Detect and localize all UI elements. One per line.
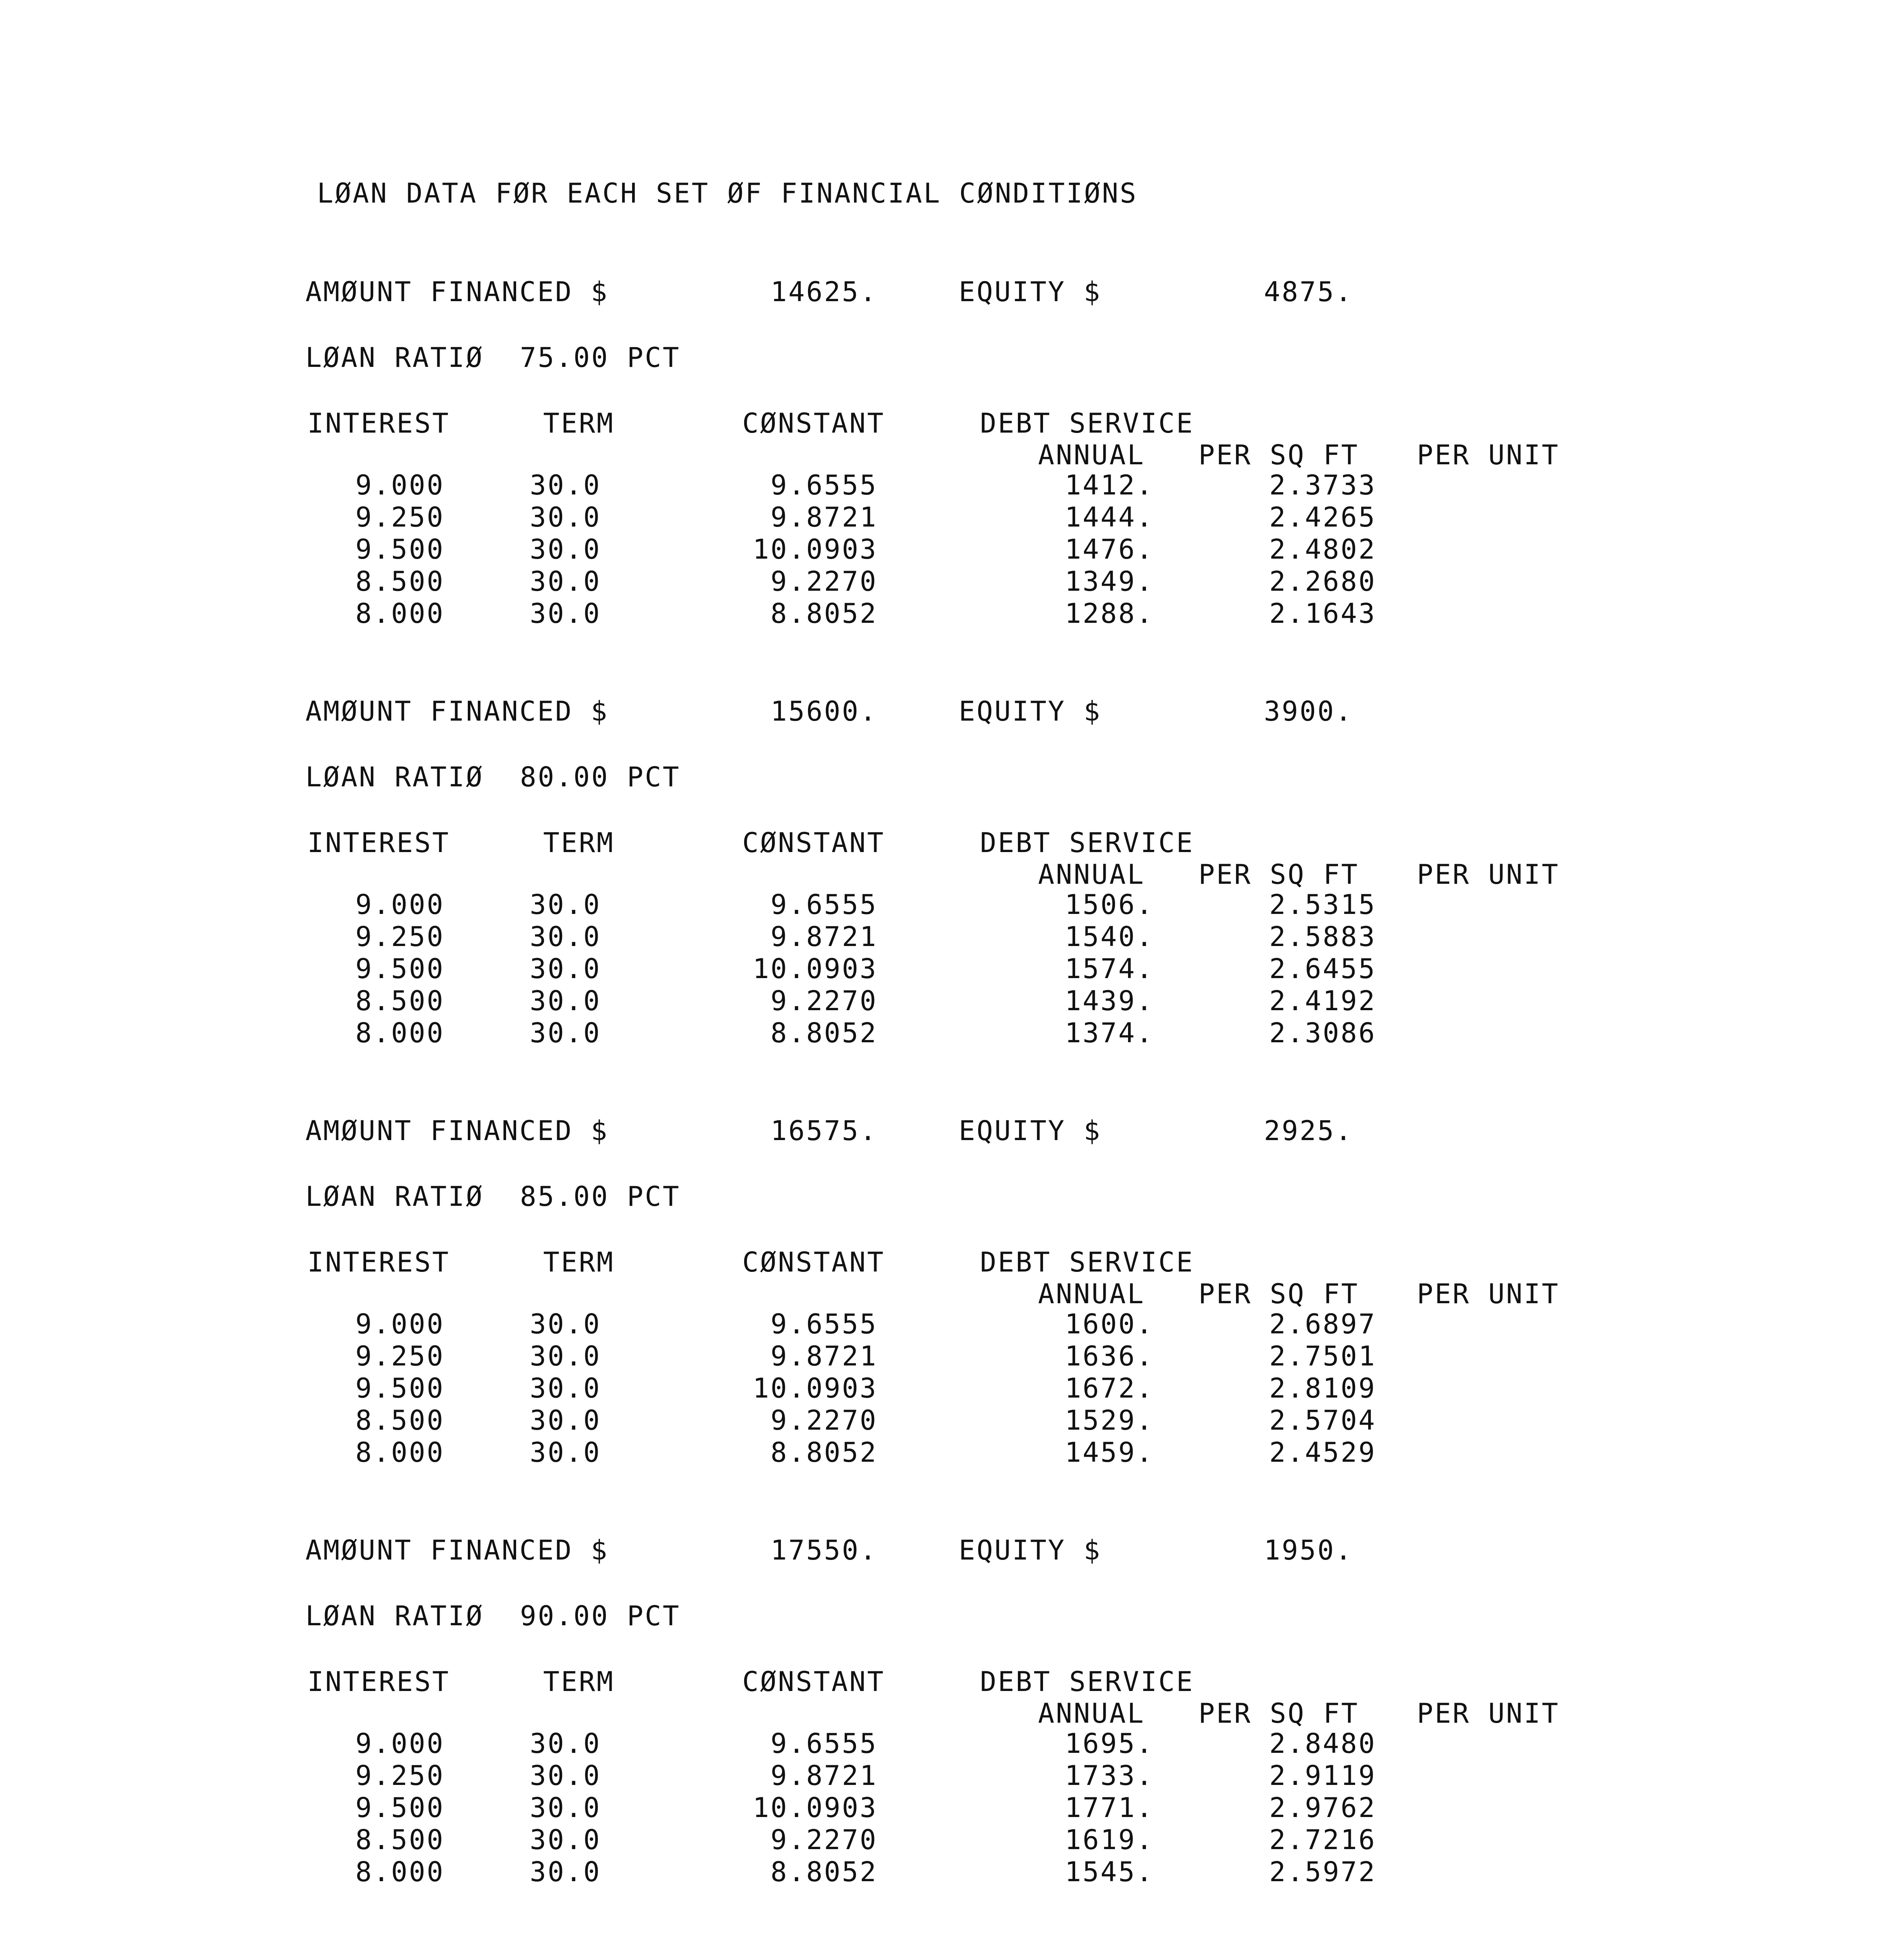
cell-term: 30.0 bbox=[530, 1405, 601, 1436]
cell-constant: 10.0903 bbox=[752, 1792, 878, 1824]
cell-constant: 9.2270 bbox=[770, 1824, 878, 1856]
cell-interest: 9.250 bbox=[355, 1340, 445, 1372]
col-header-per-unit: PER UNIT bbox=[1417, 1278, 1560, 1310]
cell-constant: 10.0903 bbox=[752, 953, 878, 985]
col-header-constant: CØNSTANT bbox=[742, 1666, 885, 1698]
cell-interest: 8.000 bbox=[355, 1437, 445, 1468]
cell-annual: 1636. bbox=[1065, 1340, 1154, 1372]
amount-financed-value: 15600. bbox=[770, 695, 878, 727]
cell-constant: 9.8721 bbox=[770, 1340, 878, 1372]
cell-annual: 1506. bbox=[1065, 889, 1154, 920]
cell-annual: 1476. bbox=[1065, 534, 1154, 565]
loan-ratio-label: LØAN RATIØ bbox=[305, 1181, 484, 1212]
col-header-constant: CØNSTANT bbox=[742, 1246, 885, 1278]
cell-constant: 9.2270 bbox=[770, 985, 878, 1017]
cell-constant: 8.8052 bbox=[770, 1437, 878, 1468]
cell-annual: 1600. bbox=[1065, 1308, 1154, 1340]
cell-interest: 8.500 bbox=[355, 1824, 445, 1856]
cell-annual: 1439. bbox=[1065, 985, 1154, 1017]
amount-financed-label: AMØUNT FINANCED $ bbox=[305, 695, 609, 727]
loan-ratio-value: 80.00 PCT bbox=[520, 761, 681, 793]
cell-constant: 9.2270 bbox=[770, 566, 878, 597]
cell-per-sq-ft: 2.5315 bbox=[1269, 889, 1376, 920]
cell-term: 30.0 bbox=[530, 566, 601, 597]
cell-interest: 9.500 bbox=[355, 534, 445, 565]
cell-interest: 9.500 bbox=[355, 1372, 445, 1404]
cell-per-sq-ft: 2.4265 bbox=[1269, 501, 1376, 533]
cell-term: 30.0 bbox=[530, 534, 601, 565]
equity-value: 2925. bbox=[1264, 1115, 1353, 1147]
cell-term: 30.0 bbox=[530, 1824, 601, 1856]
cell-interest: 9.000 bbox=[355, 1728, 445, 1759]
cell-annual: 1574. bbox=[1065, 953, 1154, 985]
cell-interest: 9.000 bbox=[355, 469, 445, 501]
cell-interest: 8.000 bbox=[355, 1856, 445, 1888]
col-header-annual: ANNUAL bbox=[1038, 859, 1145, 890]
col-header-constant: CØNSTANT bbox=[742, 407, 885, 439]
cell-term: 30.0 bbox=[530, 985, 601, 1017]
cell-per-sq-ft: 2.7216 bbox=[1269, 1824, 1376, 1856]
cell-term: 30.0 bbox=[530, 921, 601, 953]
cell-per-sq-ft: 2.6455 bbox=[1269, 953, 1376, 985]
cell-interest: 8.500 bbox=[355, 1405, 445, 1436]
cell-per-sq-ft: 2.5704 bbox=[1269, 1405, 1376, 1436]
col-header-term: TERM bbox=[543, 1246, 615, 1278]
col-header-per-sq-ft: PER SQ FT bbox=[1198, 1278, 1359, 1310]
cell-constant: 9.6555 bbox=[770, 1728, 878, 1759]
cell-constant: 8.8052 bbox=[770, 1856, 878, 1888]
cell-per-sq-ft: 2.6897 bbox=[1269, 1308, 1376, 1340]
cell-annual: 1672. bbox=[1065, 1372, 1154, 1404]
cell-interest: 8.000 bbox=[355, 1017, 445, 1049]
cell-constant: 9.2270 bbox=[770, 1405, 878, 1436]
cell-term: 30.0 bbox=[530, 1437, 601, 1468]
cell-interest: 9.250 bbox=[355, 921, 445, 953]
cell-interest: 9.250 bbox=[355, 1760, 445, 1792]
amount-financed-label: AMØUNT FINANCED $ bbox=[305, 1115, 609, 1147]
cell-annual: 1545. bbox=[1065, 1856, 1154, 1888]
amount-financed-label: AMØUNT FINANCED $ bbox=[305, 276, 609, 308]
cell-annual: 1444. bbox=[1065, 501, 1154, 533]
col-header-annual: ANNUAL bbox=[1038, 1278, 1145, 1310]
cell-per-sq-ft: 2.4192 bbox=[1269, 985, 1376, 1017]
amount-financed-value: 17550. bbox=[770, 1534, 878, 1566]
cell-constant: 8.8052 bbox=[770, 598, 878, 629]
cell-constant: 8.8052 bbox=[770, 1017, 878, 1049]
cell-constant: 9.6555 bbox=[770, 469, 878, 501]
cell-term: 30.0 bbox=[530, 1017, 601, 1049]
cell-term: 30.0 bbox=[530, 1760, 601, 1792]
cell-annual: 1540. bbox=[1065, 921, 1154, 953]
equity-value: 1950. bbox=[1264, 1534, 1353, 1566]
amount-financed-value: 16575. bbox=[770, 1115, 878, 1147]
col-header-per-sq-ft: PER SQ FT bbox=[1198, 439, 1359, 471]
cell-interest: 8.000 bbox=[355, 598, 445, 629]
cell-term: 30.0 bbox=[530, 469, 601, 501]
cell-term: 30.0 bbox=[530, 1728, 601, 1759]
cell-interest: 8.500 bbox=[355, 566, 445, 597]
cell-per-sq-ft: 2.3733 bbox=[1269, 469, 1376, 501]
cell-annual: 1619. bbox=[1065, 1824, 1154, 1856]
cell-term: 30.0 bbox=[530, 889, 601, 920]
cell-per-sq-ft: 2.8480 bbox=[1269, 1728, 1376, 1759]
col-header-term: TERM bbox=[543, 827, 615, 859]
cell-term: 30.0 bbox=[530, 1792, 601, 1824]
cell-per-sq-ft: 2.3086 bbox=[1269, 1017, 1376, 1049]
cell-annual: 1412. bbox=[1065, 469, 1154, 501]
cell-term: 30.0 bbox=[530, 1372, 601, 1404]
cell-annual: 1733. bbox=[1065, 1760, 1154, 1792]
cell-constant: 9.8721 bbox=[770, 501, 878, 533]
equity-label: EQUITY $ bbox=[959, 695, 1102, 727]
col-header-annual: ANNUAL bbox=[1038, 439, 1145, 471]
cell-per-sq-ft: 2.8109 bbox=[1269, 1372, 1376, 1404]
amount-financed-value: 14625. bbox=[770, 276, 878, 308]
page-title: LØAN DATA FØR EACH SET ØF FINANCIAL CØNDITIØNS bbox=[317, 177, 1138, 209]
cell-annual: 1349. bbox=[1065, 566, 1154, 597]
cell-annual: 1529. bbox=[1065, 1405, 1154, 1436]
cell-interest: 8.500 bbox=[355, 985, 445, 1017]
cell-term: 30.0 bbox=[530, 1340, 601, 1372]
cell-annual: 1288. bbox=[1065, 598, 1154, 629]
cell-per-sq-ft: 2.7501 bbox=[1269, 1340, 1376, 1372]
col-header-interest: INTEREST bbox=[307, 827, 450, 859]
col-header-interest: INTEREST bbox=[307, 1246, 450, 1278]
loan-ratio-label: LØAN RATIØ bbox=[305, 761, 484, 793]
cell-constant: 10.0903 bbox=[752, 534, 878, 565]
cell-per-sq-ft: 2.4802 bbox=[1269, 534, 1376, 565]
cell-interest: 9.000 bbox=[355, 1308, 445, 1340]
cell-per-sq-ft: 2.9119 bbox=[1269, 1760, 1376, 1792]
col-header-per-unit: PER UNIT bbox=[1417, 439, 1560, 471]
equity-label: EQUITY $ bbox=[959, 1115, 1102, 1147]
col-header-debt-service: DEBT SERVICE bbox=[980, 827, 1194, 859]
loan-ratio-label: LØAN RATIØ bbox=[305, 1600, 484, 1632]
cell-constant: 9.8721 bbox=[770, 921, 878, 953]
cell-term: 30.0 bbox=[530, 953, 601, 985]
col-header-interest: INTEREST bbox=[307, 1666, 450, 1698]
cell-constant: 9.6555 bbox=[770, 1308, 878, 1340]
equity-label: EQUITY $ bbox=[959, 276, 1102, 308]
col-header-annual: ANNUAL bbox=[1038, 1698, 1145, 1729]
equity-value: 3900. bbox=[1264, 695, 1353, 727]
cell-term: 30.0 bbox=[530, 1856, 601, 1888]
cell-interest: 9.250 bbox=[355, 501, 445, 533]
cell-term: 30.0 bbox=[530, 501, 601, 533]
cell-interest: 9.500 bbox=[355, 953, 445, 985]
col-header-debt-service: DEBT SERVICE bbox=[980, 407, 1194, 439]
cell-interest: 9.000 bbox=[355, 889, 445, 920]
loan-ratio-value: 75.00 PCT bbox=[520, 342, 681, 373]
cell-annual: 1459. bbox=[1065, 1437, 1154, 1468]
cell-per-sq-ft: 2.1643 bbox=[1269, 598, 1376, 629]
col-header-interest: INTEREST bbox=[307, 407, 450, 439]
col-header-debt-service: DEBT SERVICE bbox=[980, 1246, 1194, 1278]
equity-value: 4875. bbox=[1264, 276, 1353, 308]
cell-annual: 1771. bbox=[1065, 1792, 1154, 1824]
amount-financed-label: AMØUNT FINANCED $ bbox=[305, 1534, 609, 1566]
cell-term: 30.0 bbox=[530, 1308, 601, 1340]
cell-constant: 9.6555 bbox=[770, 889, 878, 920]
cell-constant: 9.8721 bbox=[770, 1760, 878, 1792]
col-header-per-unit: PER UNIT bbox=[1417, 859, 1560, 890]
col-header-per-sq-ft: PER SQ FT bbox=[1198, 1698, 1359, 1729]
cell-annual: 1374. bbox=[1065, 1017, 1154, 1049]
col-header-constant: CØNSTANT bbox=[742, 827, 885, 859]
cell-interest: 9.500 bbox=[355, 1792, 445, 1824]
col-header-per-sq-ft: PER SQ FT bbox=[1198, 859, 1359, 890]
cell-per-sq-ft: 2.9762 bbox=[1269, 1792, 1376, 1824]
loan-ratio-value: 85.00 PCT bbox=[520, 1181, 681, 1212]
cell-per-sq-ft: 2.4529 bbox=[1269, 1437, 1376, 1468]
col-header-debt-service: DEBT SERVICE bbox=[980, 1666, 1194, 1698]
cell-term: 30.0 bbox=[530, 598, 601, 629]
loan-ratio-label: LØAN RATIØ bbox=[305, 342, 484, 373]
cell-per-sq-ft: 2.5883 bbox=[1269, 921, 1376, 953]
cell-per-sq-ft: 2.5972 bbox=[1269, 1856, 1376, 1888]
col-header-term: TERM bbox=[543, 407, 615, 439]
cell-annual: 1695. bbox=[1065, 1728, 1154, 1759]
equity-label: EQUITY $ bbox=[959, 1534, 1102, 1566]
loan-ratio-value: 90.00 PCT bbox=[520, 1600, 681, 1632]
col-header-per-unit: PER UNIT bbox=[1417, 1698, 1560, 1729]
cell-per-sq-ft: 2.2680 bbox=[1269, 566, 1376, 597]
col-header-term: TERM bbox=[543, 1666, 615, 1698]
cell-constant: 10.0903 bbox=[752, 1372, 878, 1404]
